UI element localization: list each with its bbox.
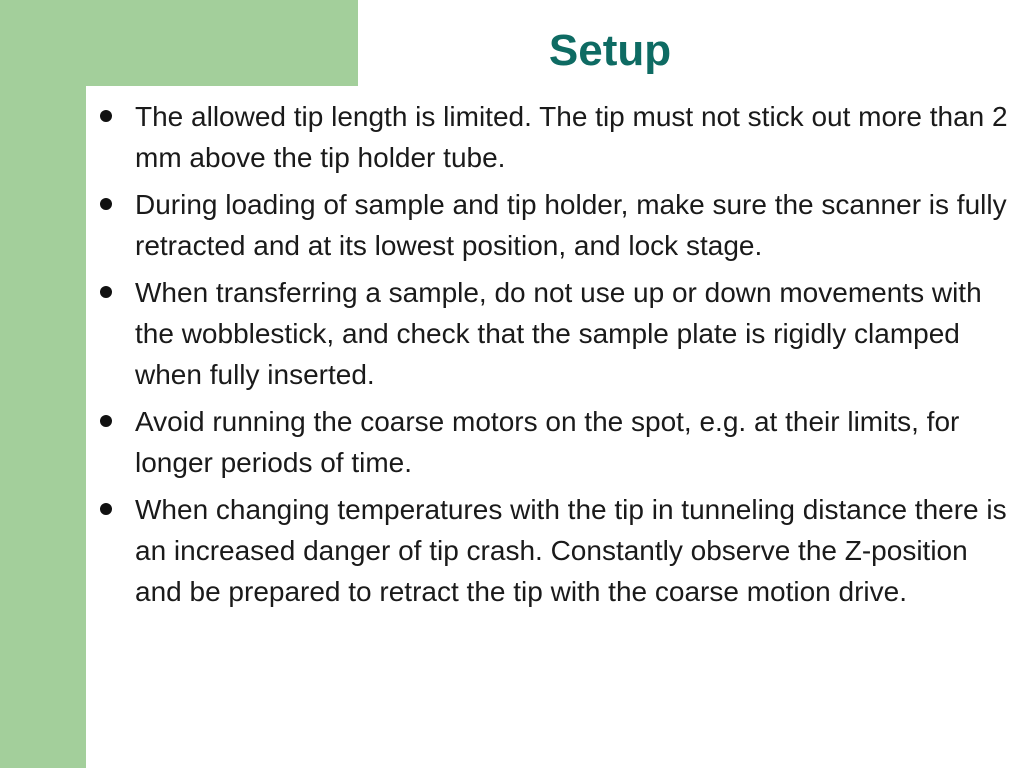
bullet-dot-icon — [100, 198, 112, 210]
bullet-text: During loading of sample and tip holder, make sure the scanner is fully retracted and at its lowest position, and lock stage. — [135, 189, 1007, 261]
slide-title: Setup — [548, 26, 672, 75]
bullet-text: Avoid running the coarse motors on the spot, e.g. at their limits, for longer periods of time. — [135, 406, 960, 478]
bullet-dot-icon — [100, 415, 112, 427]
bullet-list — [98, 96, 1018, 618]
bullet-dot-icon — [100, 503, 112, 515]
bullet-item — [98, 96, 1018, 178]
bullet-text: When changing temperatures with the tip in tunneling distance there is an increased danger of tip crash. Constantly observe the Z-position and be prepared to retract the tip with the coarse motion drive. — [135, 494, 1007, 607]
decorative-green-band-top — [0, 0, 358, 86]
bullet-item — [98, 184, 1018, 266]
bullet-text: When transferring a sample, do not use up or down movements with the wobblestick, and check that the sample plate is rigidly clamped when fully inserted. — [135, 277, 982, 390]
bullet-item — [98, 272, 1018, 395]
decorative-green-band-left — [0, 0, 86, 768]
bullet-item — [98, 489, 1018, 612]
bullet-dot-icon — [100, 110, 112, 122]
bullet-dot-icon — [100, 286, 112, 298]
bullet-item — [98, 401, 1018, 483]
bullet-text: The allowed tip length is limited. The tip must not stick out more than 2 mm above the tip holder tube. — [135, 101, 1008, 173]
